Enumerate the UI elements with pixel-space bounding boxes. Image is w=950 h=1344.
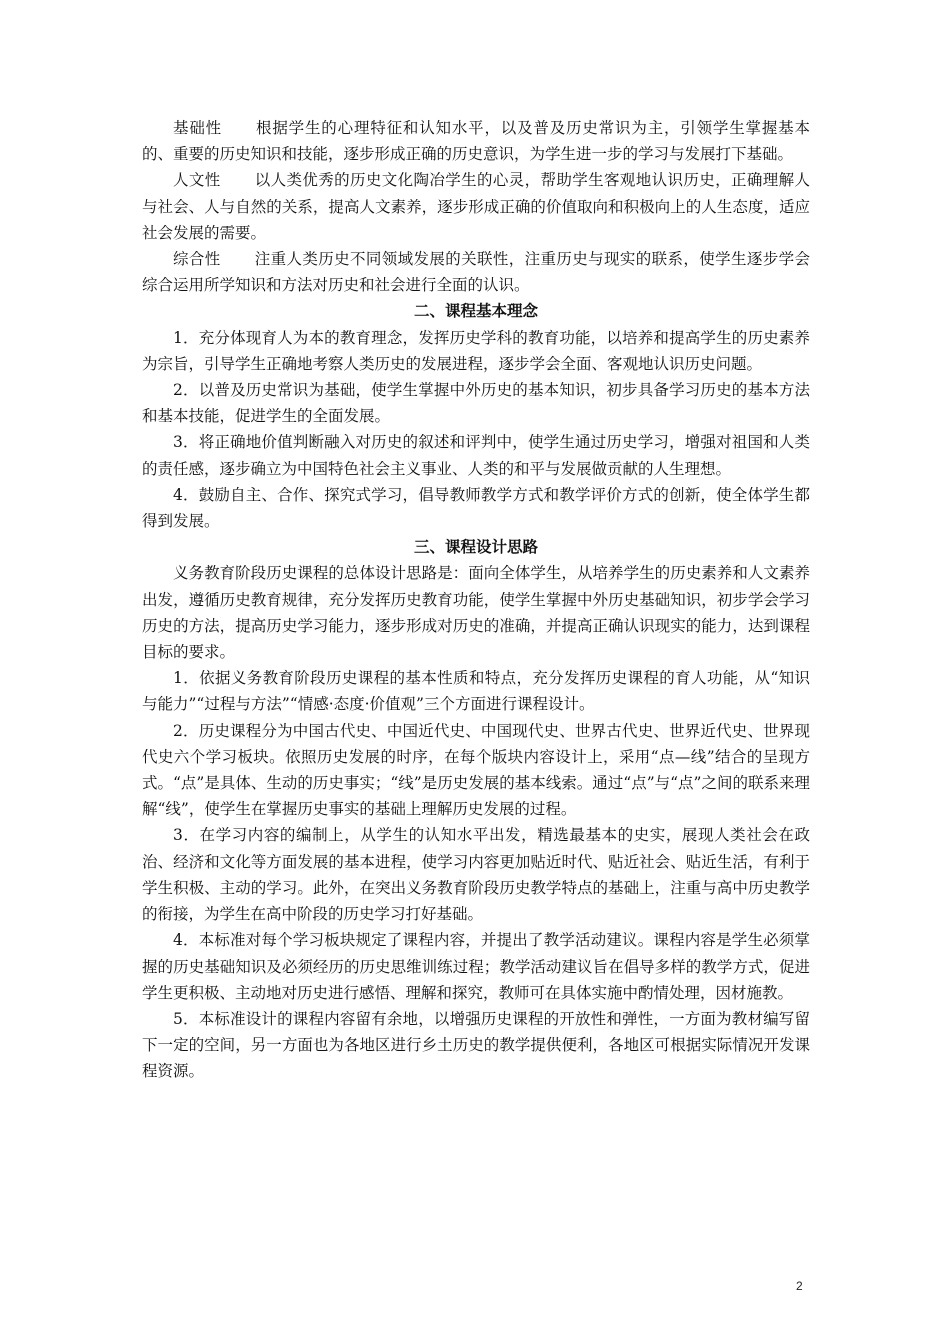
body-paragraph: 4．本标准对每个学习板块规定了课程内容，并提出了教学活动建议。课程内容是学生必须掌握的历史基础知识及必须经历的历史思维训练过程；教学活动建议旨在倡导多样的教学方式，促进学生更积极、主动地对历史进行感悟、理解和探究，教师可在具体实施中酌情处理，因材施教。 <box>142 931 810 1002</box>
nature-term: 基础性 <box>173 119 222 137</box>
nature-term: 人文性 <box>173 171 221 190</box>
nature-paragraph-humanistic <box>142 167 810 246</box>
section-heading: 二、课程基本理念 <box>413 302 538 321</box>
body-paragraph: 1．充分体现育人为本的教育理念，发挥历史学科的教育功能，以培养和提高学生的历史素养为宗旨，引导学生正确地考察人类历史的发展进程，逐步学会全面、客观地认识历史问题。 <box>142 328 810 373</box>
nature-term: 综合性 <box>173 250 221 269</box>
nature-text: 根据学生的心理特征和认知水平，以及普及历史常识为主，引领学生掌握基本的、重要的历史知识和技能，逐步形成正确的历史意识，为学生进一步的学习与发展打下基础。 <box>142 119 810 164</box>
page-number: 2 <box>796 1279 803 1293</box>
nature-text: 注重人类历史不同领域发展的关联性，注重历史与现实的联系，使学生逐步学会综合运用所学知识和方法对历史和社会进行全面的认识。 <box>142 250 810 295</box>
body-paragraph: 4．鼓励自主、合作、探究式学习，倡导教师教学方式和教学评价方式的创新，使全体学生都得到发展。 <box>142 485 810 531</box>
nature-paragraph-basic <box>142 115 810 167</box>
section-heading: 三、课程设计思路 <box>413 538 538 557</box>
page-content <box>142 115 810 1085</box>
body-paragraph: 义务教育阶段历史课程的总体设计思路是：面向全体学生，从培养学生的历史素养和人文素养出发，遵循历史教育规律，充分发挥历史教育功能，使学生掌握中外历史基础知识，初步学会学习历史的方法，提高历史学习能力，逐步形成对历史的准确，并提高正确认识现实的能力，达到课程目标的要求。 <box>142 564 810 662</box>
body-paragraph: 3．将正确地价值判断融入对历史的叙述和评判中，使学生通过历史学习，增强对祖国和人类的责任感，逐步确立为中国特色社会主义事业、人类的和平与发展做贡献的人生理想。 <box>142 433 810 478</box>
body-paragraph: 2．历史课程分为中国古代史、中国近代史、中国现代史、世界古代史、世界近代史、世界现代史六个学习板块。依照历史发展的时序，在每个版块内容设计上，采用“点—线”结合的呈现方式。“点”是具体、生动的历史事实；“线”是历史发展的基本线索。通过“点”与“点”之间的联系来理解“线”，使学生在掌握历史事实的基础上理解历史发展的过程。 <box>142 721 810 819</box>
body-paragraph: 5．本标准设计的课程内容留有余地，以增强历史课程的开放性和弹性，一方面为教材编写留下一定的空间，另一方面也为各地区进行乡土历史的教学提供便利，各地区可根据实际情况开发课程资源。 <box>142 1009 810 1081</box>
body-paragraph: 3．在学习内容的编制上，从学生的认知水平出发，精选最基本的史实，展现人类社会在政治、经济和文化等方面发展的基本进程，使学习内容更加贴近时代、贴近社会、贴近生活，有利于学生积极、主动的学习。此外，在突出义务教育阶段历史教学特点的基础上，注重与高中历史教学的衔接，为学生在高中阶段的历史学习打好基础。 <box>142 826 810 924</box>
body-paragraph: 1．依据义务教育阶段历史课程的基本性质和特点，充分发挥历史课程的育人功能，从“知识与能力”“过程与方法”“情感·态度·价值观”三个方面进行课程设计。 <box>142 669 810 714</box>
body-paragraph: 2．以普及历史常识为基础，使学生掌握中外历史的基本知识，初步具备学习历史的基本方法和基本技能，促进学生的全面发展。 <box>142 381 810 426</box>
nature-text: 以人类优秀的历史文化陶冶学生的心灵，帮助学生客观地认识历史，正确理解人与社会、人与自然的关系，提高人文素养，逐步形成正确的价值取向和积极向上的人生态度，适应社会发展的需要。 <box>142 171 810 242</box>
nature-paragraph-comprehensive <box>142 246 810 298</box>
